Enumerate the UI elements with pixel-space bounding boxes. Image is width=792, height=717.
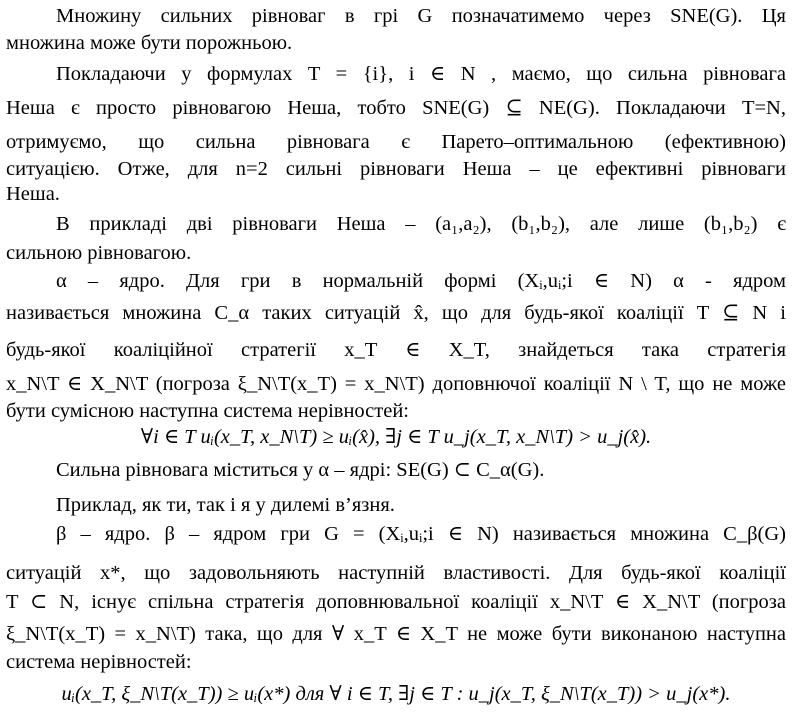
p2-line4: ситуацією. Отже, для n=2 сильні рівноваги Неша – це ефективні рівноваги	[6, 158, 786, 180]
p1-line2: множина може бути порожньою.	[6, 32, 293, 54]
p2-line1: Покладаючи у формулах T = {i}, i ∈ N , маємо, що сильна рівновага	[56, 63, 786, 85]
p4-line1: α – ядро. Для гри в нормальній формі (Xᵢ,uᵢ;i ∈ N) α - ядром	[56, 270, 786, 292]
p1-line1: Множину сильних рівноваг в грі G позначатимемо через SNE(G). Ця	[56, 5, 786, 27]
p2-line3: отримуємо, що сильна рівновага є Парето–оптимальною (ефективною)	[6, 131, 786, 153]
p7-line3: T ⊂ N, існує спільна стратегія доповнювальної коаліції x_N\T ∈ X_N\T (погроза	[6, 591, 786, 613]
p7-line1: β – ядро. β – ядром гри G = (Xᵢ,uᵢ;i ∈ N) називається множина C_β(G)	[56, 523, 786, 545]
p7-line2: ситуацій x*, що задовольняють наступній властивості. Для будь-якої коаліції	[6, 562, 786, 584]
p6-line1: Приклад, як ти, так і я у дилемі в’язня.	[56, 494, 395, 516]
p4-line5: бути сумісною наступна система нерівностей:	[6, 400, 409, 422]
p4-line4: x_N\T ∈ X_N\T (погроза ξ_N\T(x_T) = x_N\T) доповнючої коаліції N \ T, що не може	[6, 373, 786, 395]
beta-core-formula: uᵢ(x_T, ξ_N\T(x_T)) ≥ uᵢ(x*) для ∀ i ∈ T, ∃j ∈ T : u_j(x_T, ξ_N\T(x_T)) > u_j(x*).	[61, 683, 731, 705]
p7-line4: ξ_N\T(x_T) = x_N\T) така, що для ∀ x_T ∈ X_T не може бути виконаною наступна	[6, 623, 786, 645]
p4-line3: будь-якої коаліційної стратегії x_T ∈ X_T, знайдеться така стратегія	[6, 339, 786, 361]
p4-line2: називається множина C_α таких ситуацій x̂, що для будь-якої коаліції T ⊆ N і	[6, 302, 786, 324]
p2-line5: Неша.	[6, 183, 60, 205]
p5-line1: Сильна рівновага міститься у α – ядрі: SE(G) ⊂ C_α(G).	[56, 459, 545, 481]
alpha-core-formula: ∀i ∈ T uᵢ(x_T, x_N\T) ≥ uᵢ(x̂), ∃j ∈ T u_j(x_T, x_N\T) > u_j(x̂).	[140, 426, 652, 448]
p3-line2: сильною рівновагою.	[6, 242, 192, 264]
p3-line1: В прикладі дві рівноваги Неша – (a₁,a₂), (b₁,b₂), але лише (b₁,b₂) є	[56, 213, 786, 235]
p2-line2: Неша є просто рівновагою Неша, тобто SNE(G) ⊆ NE(G). Покладаючи T=N,	[6, 97, 786, 119]
p7-line5: система нерівностей:	[6, 651, 192, 673]
